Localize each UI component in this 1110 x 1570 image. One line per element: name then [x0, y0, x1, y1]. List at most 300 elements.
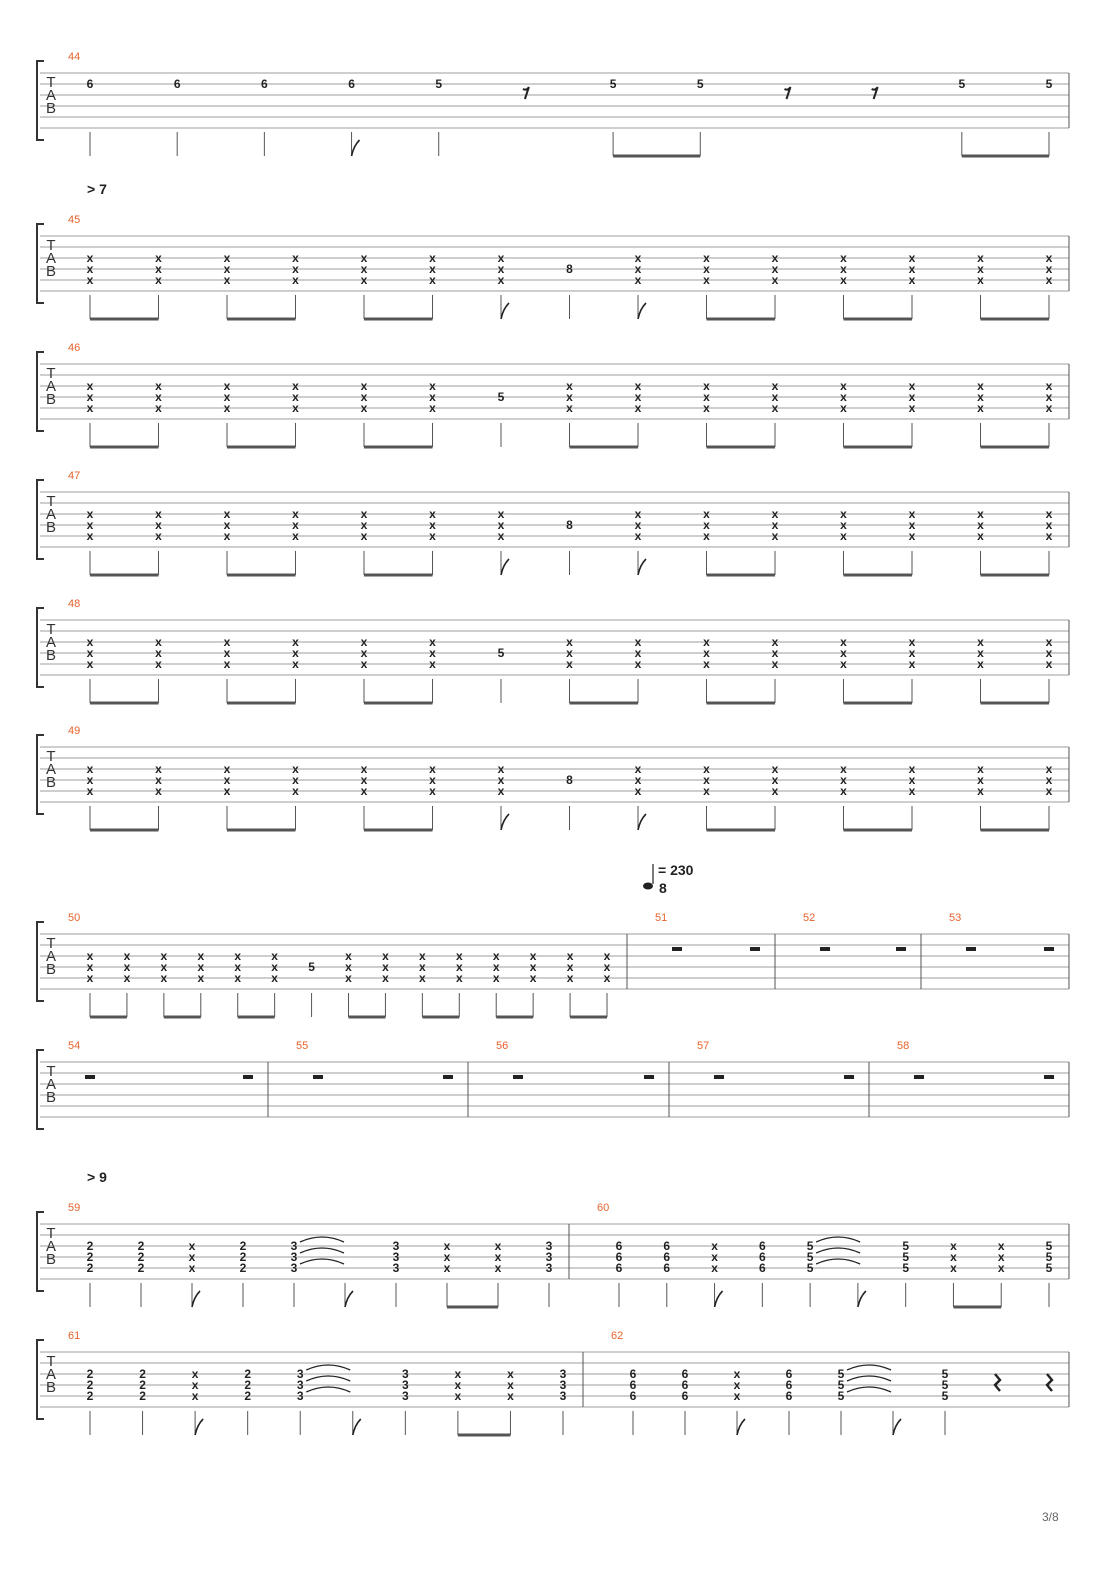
dead-note-mark: x	[566, 971, 574, 985]
tab-letter: A	[45, 87, 57, 104]
dead-note-mark: x	[977, 390, 984, 404]
tab-letter: B	[45, 647, 57, 664]
dead-note-mark: x	[908, 262, 916, 276]
dead-note-mark: x	[86, 251, 94, 265]
dead-note-mark: x	[155, 390, 162, 404]
fret-number: 3	[545, 1261, 553, 1275]
dead-note-mark: x	[1045, 773, 1053, 787]
half-rest	[1044, 1075, 1054, 1079]
fret-number: 5	[806, 1250, 814, 1264]
fret-number: 6	[348, 77, 355, 91]
fret-number: 3	[559, 1378, 567, 1392]
half-rest	[672, 947, 682, 951]
dead-note-mark: x	[977, 762, 984, 776]
tab-letter: A	[45, 948, 57, 965]
bar-number: 52	[803, 912, 816, 924]
dead-note-mark: x	[160, 949, 168, 963]
tab-letter: T	[46, 748, 56, 765]
fret-number: 5	[435, 77, 443, 91]
fret-number: 3	[392, 1261, 400, 1275]
dead-note-mark: x	[223, 518, 231, 532]
dead-note-mark: x	[703, 773, 710, 787]
dead-note-mark: x	[497, 251, 505, 265]
dead-note-mark: x	[454, 1378, 462, 1392]
bar-number: 48	[68, 598, 81, 610]
dead-note-mark: x	[908, 507, 916, 521]
dead-note-mark: x	[703, 401, 710, 415]
dead-note-mark: x	[840, 646, 847, 660]
tab-letter: B	[45, 263, 57, 280]
dead-note-mark: x	[160, 960, 168, 974]
dead-note-mark: x	[223, 507, 231, 521]
fret-number: 2	[239, 1250, 247, 1264]
half-rest	[243, 1075, 253, 1079]
tab-letter: A	[45, 1076, 57, 1093]
bar-number: 50	[68, 912, 81, 924]
dead-note-mark: x	[223, 762, 231, 776]
dead-note-mark: x	[634, 529, 642, 543]
eighth-rest	[523, 87, 529, 99]
dead-note-mark: x	[443, 1261, 451, 1275]
dead-note-mark: x	[997, 1239, 1005, 1253]
dead-note-mark: x	[292, 784, 299, 798]
page-number: 3/8	[1042, 1510, 1059, 1524]
note-flag	[501, 559, 509, 575]
fret-number: 2	[137, 1250, 145, 1264]
dead-note-mark: x	[360, 784, 368, 798]
dead-note-mark: x	[86, 273, 94, 287]
dead-note-mark: x	[455, 949, 463, 963]
fret-number: 6	[758, 1250, 766, 1264]
note-flag	[638, 814, 646, 830]
fret-number: 6	[785, 1378, 793, 1392]
note-flag	[501, 303, 509, 319]
bar-number: 55	[296, 1040, 309, 1052]
dead-note-mark: x	[292, 401, 299, 415]
quarter-rest	[995, 1374, 1000, 1391]
dead-note-mark: x	[634, 401, 642, 415]
tab-letter: T	[46, 1225, 56, 1242]
dead-note-mark: x	[908, 529, 916, 543]
tab-letter: B	[45, 100, 57, 117]
section-marker: > 7	[87, 181, 107, 197]
dead-note-mark: x	[429, 635, 436, 649]
fret-number: 8	[566, 262, 573, 276]
fret-number: 6	[615, 1250, 623, 1264]
fret-number: 5	[1045, 77, 1053, 91]
bar-number: 44	[68, 51, 81, 63]
dead-note-mark: x	[634, 635, 642, 649]
dead-note-mark: x	[771, 635, 779, 649]
dead-note-mark: x	[86, 518, 94, 532]
dead-note-mark: x	[292, 762, 299, 776]
tab-letter: B	[45, 1379, 57, 1396]
dead-note-mark: x	[223, 262, 231, 276]
dead-note-mark: x	[191, 1367, 199, 1381]
bar-number: 47	[68, 470, 81, 482]
note-flag	[638, 559, 646, 575]
fret-number: 3	[559, 1389, 567, 1403]
fret-number: 5	[902, 1239, 910, 1253]
dead-note-mark: x	[908, 518, 916, 532]
bar-number: 59	[68, 1202, 81, 1214]
dead-note-mark: x	[908, 657, 916, 671]
half-rest	[714, 1075, 724, 1079]
fret-number: 6	[663, 1261, 671, 1275]
dead-note-mark: x	[443, 1239, 451, 1253]
dead-note-mark: x	[155, 529, 162, 543]
dead-note-mark: x	[292, 773, 299, 787]
tab-letter: T	[46, 493, 56, 510]
dead-note-mark: x	[197, 949, 205, 963]
fret-number: 3	[290, 1261, 298, 1275]
fret-number: 5	[308, 960, 315, 974]
tab-letter: B	[45, 519, 57, 536]
dead-note-mark: x	[443, 1250, 451, 1264]
dead-note-mark: x	[223, 635, 231, 649]
fret-number: 6	[785, 1389, 793, 1403]
dead-note-mark: x	[454, 1367, 462, 1381]
dead-note-mark: x	[123, 949, 131, 963]
dead-note-mark: x	[223, 251, 231, 265]
staff-system	[37, 470, 1069, 575]
dead-note-mark: x	[977, 507, 984, 521]
dead-note-mark: x	[634, 518, 642, 532]
fret-number: 6	[663, 1239, 671, 1253]
dead-note-mark: x	[360, 762, 368, 776]
dead-note-mark: x	[360, 657, 368, 671]
half-rest	[644, 1075, 654, 1079]
half-rest	[844, 1075, 854, 1079]
dead-note-mark: x	[497, 518, 505, 532]
staff-system	[37, 214, 1069, 319]
dead-note-mark: x	[566, 379, 573, 393]
dead-note-mark: x	[123, 960, 131, 974]
dead-note-mark: x	[455, 960, 463, 974]
dead-note-mark: x	[566, 635, 573, 649]
dead-note-mark: x	[507, 1378, 514, 1392]
dead-note-mark: x	[566, 949, 574, 963]
dead-note-mark: x	[155, 635, 162, 649]
dead-note-mark: x	[86, 262, 94, 276]
dead-note-mark: x	[634, 784, 642, 798]
half-rest	[750, 947, 760, 951]
dead-note-mark: x	[977, 657, 984, 671]
fret-number: 6	[629, 1389, 637, 1403]
tab-letter: T	[46, 1063, 56, 1080]
dead-note-mark: x	[603, 971, 611, 985]
dead-note-mark: x	[234, 949, 242, 963]
dead-note-mark: x	[494, 1250, 502, 1264]
dead-note-mark: x	[234, 960, 242, 974]
dead-note-mark: x	[429, 262, 436, 276]
fret-number: 3	[290, 1239, 298, 1253]
dead-note-mark: x	[360, 390, 368, 404]
tie-arc	[300, 1237, 344, 1242]
dead-note-mark: x	[1045, 762, 1053, 776]
tie-arc	[847, 1376, 891, 1381]
half-rest	[513, 1075, 523, 1079]
dead-note-mark: x	[1045, 507, 1053, 521]
dead-note-mark: x	[292, 657, 299, 671]
dead-note-mark: x	[711, 1239, 718, 1253]
fret-number: 2	[86, 1250, 94, 1264]
dead-note-mark: x	[771, 773, 779, 787]
dead-note-mark: x	[86, 949, 94, 963]
dead-note-mark: x	[771, 529, 779, 543]
dead-note-mark: x	[771, 784, 779, 798]
dead-note-mark: x	[950, 1250, 957, 1264]
note-flag	[345, 1291, 353, 1307]
fret-number: 5	[958, 77, 966, 91]
dead-note-mark: x	[360, 635, 368, 649]
dead-note-mark: x	[419, 949, 426, 963]
dead-note-mark: x	[155, 762, 162, 776]
fret-number: 6	[785, 1367, 793, 1381]
dead-note-mark: x	[429, 518, 436, 532]
dead-note-mark: x	[771, 507, 779, 521]
note-flag	[638, 303, 646, 319]
fret-number: 3	[290, 1250, 298, 1264]
dead-note-mark: x	[840, 390, 847, 404]
fret-number: 6	[681, 1378, 689, 1392]
fret-number: 3	[296, 1378, 304, 1392]
tab-letter: B	[45, 1251, 57, 1268]
fret-number: 2	[86, 1261, 94, 1275]
tie-arc	[816, 1259, 860, 1264]
fret-number: 6	[681, 1367, 689, 1381]
dead-note-mark: x	[494, 1261, 502, 1275]
tie-arc	[300, 1248, 344, 1253]
fret-number: 3	[392, 1239, 400, 1253]
dead-note-mark: x	[360, 273, 368, 287]
tie-arc	[847, 1365, 891, 1370]
dead-note-mark: x	[977, 635, 984, 649]
dead-note-mark: x	[840, 379, 847, 393]
dead-note-mark: x	[86, 390, 94, 404]
tab-letter: T	[46, 621, 56, 638]
dead-note-mark: x	[360, 262, 368, 276]
dead-note-mark: x	[507, 1367, 514, 1381]
dead-note-mark: x	[382, 949, 389, 963]
staff-system	[37, 51, 1069, 156]
dead-note-mark: x	[86, 971, 94, 985]
section-marker: > 9	[87, 1169, 107, 1185]
dead-note-mark: x	[1045, 646, 1053, 660]
fret-number: 5	[1045, 1261, 1053, 1275]
dead-note-mark: x	[977, 518, 984, 532]
dead-note-mark: x	[566, 401, 573, 415]
dead-note-mark: x	[123, 971, 131, 985]
dead-note-mark: x	[223, 773, 231, 787]
dead-note-mark: x	[771, 657, 779, 671]
fret-number: 3	[559, 1367, 567, 1381]
dead-note-mark: x	[429, 390, 436, 404]
dead-note-mark: x	[429, 379, 436, 393]
dead-note-mark: x	[566, 657, 573, 671]
staff-system	[37, 1330, 1069, 1435]
dead-note-mark: x	[711, 1261, 718, 1275]
dead-note-mark: x	[86, 646, 94, 660]
dead-note-mark: x	[566, 960, 574, 974]
fret-number: 3	[296, 1367, 304, 1381]
dead-note-mark: x	[155, 262, 162, 276]
dead-note-mark: x	[634, 273, 642, 287]
fret-number: 3	[401, 1378, 409, 1392]
note-flag	[501, 814, 509, 830]
dead-note-mark: x	[155, 773, 162, 787]
dead-note-mark: x	[603, 960, 611, 974]
dead-note-mark: x	[977, 773, 984, 787]
dead-note-mark: x	[223, 273, 231, 287]
dead-note-mark: x	[977, 273, 984, 287]
dead-note-mark: x	[703, 273, 710, 287]
fret-number: 3	[392, 1250, 400, 1264]
fret-number: 5	[941, 1367, 949, 1381]
dead-note-mark: x	[155, 251, 162, 265]
tab-letter: A	[45, 761, 57, 778]
dead-note-mark: x	[455, 971, 463, 985]
dead-note-mark: x	[155, 646, 162, 660]
dead-note-mark: x	[292, 529, 299, 543]
bar-number: 60	[597, 1202, 610, 1214]
staff-system	[37, 342, 1069, 447]
note-flag	[192, 1291, 200, 1307]
tab-letter: A	[45, 378, 57, 395]
staff-system	[37, 1202, 1069, 1307]
tab-letter: T	[46, 935, 56, 952]
dead-note-mark: x	[429, 773, 436, 787]
dead-note-mark: x	[840, 507, 847, 521]
dead-note-mark: x	[429, 646, 436, 660]
dead-note-mark: x	[703, 262, 710, 276]
dead-note-mark: x	[529, 971, 537, 985]
fret-number: 8	[566, 518, 573, 532]
dead-note-mark: x	[771, 262, 779, 276]
dead-note-mark: x	[155, 379, 162, 393]
dead-note-mark: x	[155, 518, 162, 532]
fret-number: 5	[837, 1389, 845, 1403]
dead-note-mark: x	[223, 390, 231, 404]
dead-note-mark: x	[360, 507, 368, 521]
fret-number: 3	[401, 1367, 409, 1381]
dead-note-mark: x	[345, 971, 352, 985]
dead-note-mark: x	[86, 379, 94, 393]
dead-note-mark: x	[703, 762, 710, 776]
dead-note-mark: x	[566, 646, 573, 660]
dead-note-mark: x	[703, 507, 710, 521]
dead-note-mark: x	[155, 401, 162, 415]
fret-number: 2	[239, 1261, 247, 1275]
eighth-rest	[872, 87, 878, 99]
half-rest	[896, 947, 906, 951]
dead-note-mark: x	[292, 262, 299, 276]
dead-note-mark: x	[345, 949, 352, 963]
dead-note-mark: x	[603, 949, 611, 963]
dead-note-mark: x	[771, 762, 779, 776]
dead-note-mark: x	[634, 262, 642, 276]
note-flag	[353, 1419, 361, 1435]
dead-note-mark: x	[529, 960, 537, 974]
dead-note-mark: x	[908, 762, 916, 776]
dead-note-mark: x	[86, 635, 94, 649]
dead-note-mark: x	[188, 1239, 196, 1253]
fret-number: 5	[497, 390, 505, 404]
dead-note-mark: x	[733, 1389, 741, 1403]
dead-note-mark: x	[840, 657, 847, 671]
tie-arc	[306, 1376, 350, 1381]
fret-number: 5	[941, 1378, 949, 1392]
dead-note-mark: x	[703, 390, 710, 404]
bar-number: 62	[611, 1330, 624, 1342]
tab-letter: T	[46, 237, 56, 254]
bar-number: 56	[496, 1040, 509, 1052]
fret-number: 6	[758, 1239, 766, 1253]
dead-note-mark: x	[703, 518, 710, 532]
dead-note-mark: x	[292, 507, 299, 521]
dead-note-mark: x	[840, 529, 847, 543]
half-rest	[85, 1075, 95, 1079]
tie-arc	[306, 1365, 350, 1370]
fret-number: 5	[1045, 1250, 1053, 1264]
note-flag	[715, 1291, 723, 1307]
staff-system	[37, 912, 1069, 1017]
dead-note-mark: x	[908, 273, 916, 287]
dead-note-mark: x	[950, 1261, 957, 1275]
bar-number: 54	[68, 1040, 81, 1052]
dead-note-mark: x	[703, 379, 710, 393]
dead-note-mark: x	[429, 251, 436, 265]
dead-note-mark: x	[492, 971, 500, 985]
dead-note-mark: x	[507, 1389, 514, 1403]
fret-number: 5	[902, 1250, 910, 1264]
dead-note-mark: x	[223, 646, 231, 660]
tab-letter: A	[45, 1238, 57, 1255]
dead-note-mark: x	[345, 960, 352, 974]
note-flag	[352, 140, 360, 156]
dead-note-mark: x	[840, 251, 847, 265]
dead-note-mark: x	[908, 646, 916, 660]
bar-number: 45	[68, 214, 81, 226]
fret-number: 6	[86, 77, 94, 91]
dead-note-mark: x	[1045, 401, 1053, 415]
dead-note-mark: x	[271, 960, 278, 974]
dead-note-mark: x	[292, 518, 299, 532]
eighth-rest	[784, 87, 790, 99]
dead-note-mark: x	[197, 971, 205, 985]
bar-number: 51	[655, 912, 668, 924]
tab-letter: B	[45, 391, 57, 408]
dead-note-mark: x	[908, 773, 916, 787]
tab-letter: T	[46, 74, 56, 91]
dead-note-mark: x	[429, 529, 436, 543]
bar-number: 46	[68, 342, 81, 354]
fret-number: 2	[86, 1378, 94, 1392]
dead-note-mark: x	[497, 507, 505, 521]
dead-note-mark: x	[1045, 518, 1053, 532]
dead-note-mark: x	[223, 529, 231, 543]
dead-note-mark: x	[997, 1261, 1005, 1275]
dead-note-mark: x	[429, 784, 436, 798]
dead-note-mark: x	[271, 949, 278, 963]
dead-note-mark: x	[188, 1261, 196, 1275]
dead-note-mark: x	[492, 960, 500, 974]
tie-arc	[847, 1387, 891, 1392]
dead-note-mark: x	[840, 635, 847, 649]
dead-note-mark: x	[360, 529, 368, 543]
dead-note-mark: x	[360, 646, 368, 660]
dead-note-mark: x	[223, 784, 231, 798]
